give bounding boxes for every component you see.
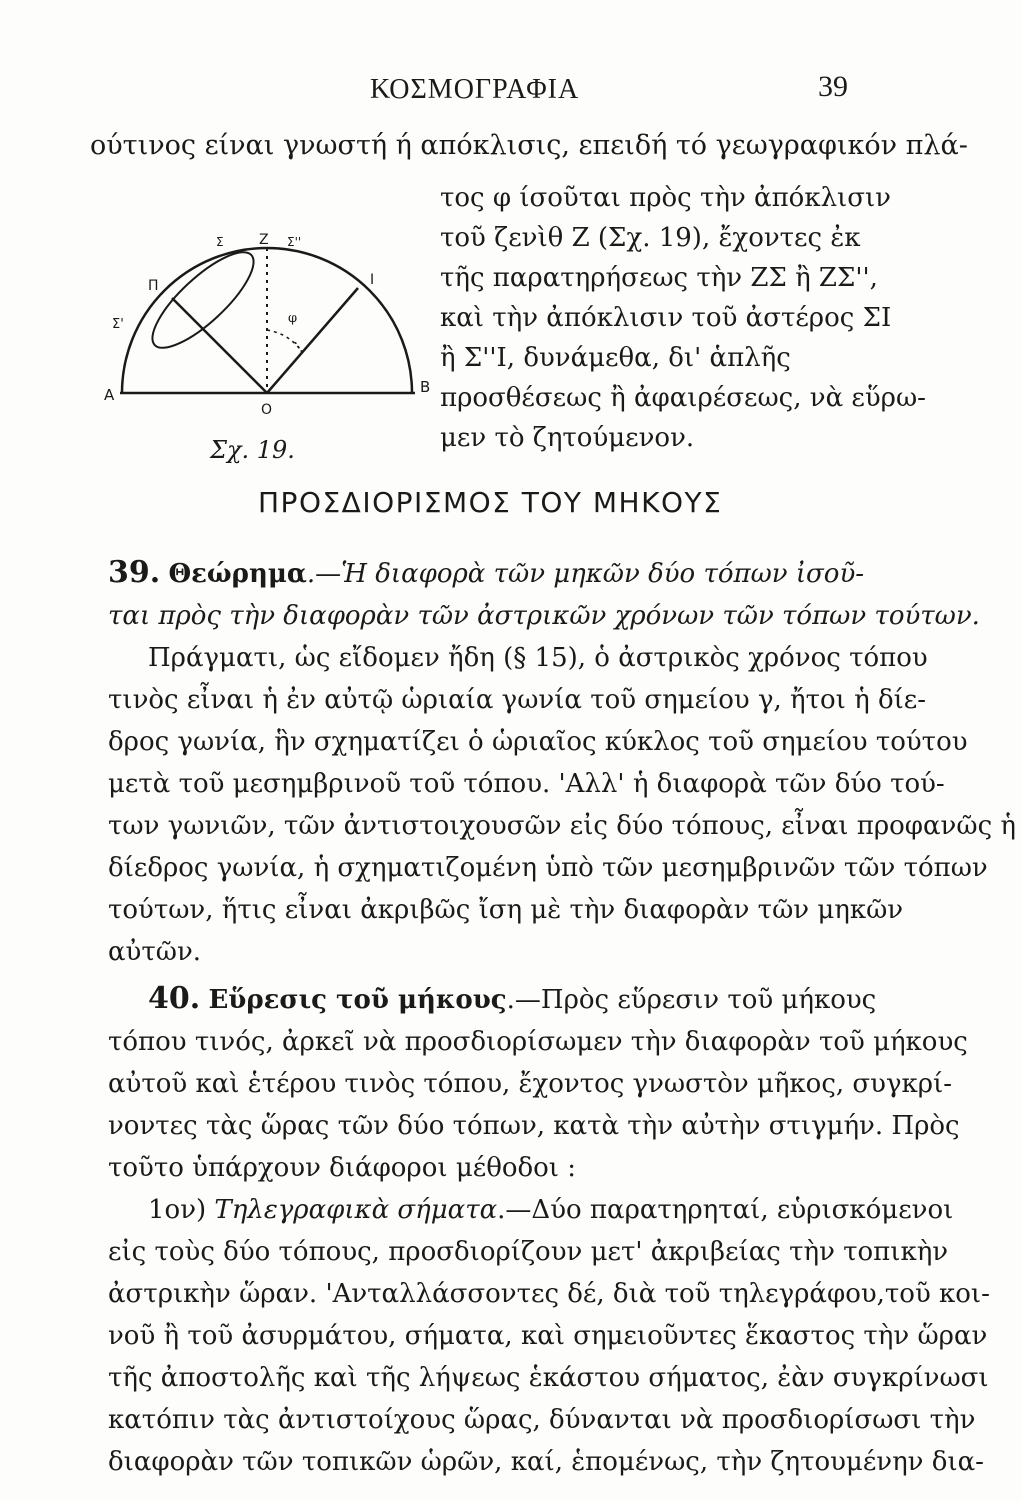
proof-line: Πράγματι, ὡς εἴδομεν ἤδη (§ 15), ὁ ἀστρικὸς χρόνος τόπου	[148, 643, 928, 673]
intro-line: προσθέσεως ἢ ἀφαιρέσεως, νὰ εὕρω-	[440, 383, 926, 413]
method-1-first-line	[108, 1189, 954, 1231]
proof-line: τούτων, ἥτις εἶναι ἀκριβῶς ἴση μὲ τὴν διαφορὰν τῶν μηκῶν	[108, 895, 904, 925]
ray-oi	[267, 288, 358, 393]
theorem-term: Θεώρημα	[168, 559, 307, 589]
page-number: 39	[818, 70, 848, 103]
method-1-line: τῆς ἀποστολῆς καὶ τῆς λήψεως ἑκάστου σήματος, ἐὰν συγκρίνωσι	[108, 1363, 989, 1393]
theorem-number: 39.	[108, 555, 161, 590]
proof-line: δρος γωνία, ἣν σχηματίζει ὁ ὡριαῖος κύκλος τοῦ σημείου τούτου	[108, 727, 968, 757]
section-heading: ΠΡΟΣΔΙΟΡΙΣΜΟΣ ΤΟΥ ΜΗΚΟΥΣ	[258, 486, 723, 519]
theorem-block	[108, 552, 1016, 973]
intro-wrap-text	[440, 178, 926, 458]
label-z: Z	[259, 232, 269, 248]
intro-line: τος φ ίσοῦται πρὸς τὴν ἀπόκλισιν	[440, 183, 891, 213]
ray-op	[172, 298, 267, 393]
figure-19-diagram	[100, 230, 440, 430]
label-pi: Π	[148, 278, 159, 294]
intro-first-line: ούτινος είναι γνωστή ή απόκλισις, επειδή τό γεωγραφικόν πλά-	[90, 130, 968, 161]
label-sigma-prime: Σ'	[112, 317, 124, 332]
theorem-statement: .—Ἡ διαφορὰ τῶν μηκῶν δύο τόπων ἰσοῦ-	[306, 559, 865, 589]
proof-line: των γωνιῶν, τῶν ἀντιστοιχουσῶν εἰς δύο τόπους, εἶναι προφανῶς ἡ	[108, 811, 1016, 841]
article-40-first-line	[108, 978, 908, 1021]
intro-line: μεν τὸ ζητούμενον.	[440, 423, 695, 453]
article-40-line: τόπου τινός, ἀρκεῖ νὰ προσδιορίσωμεν τὴν διαφορὰν τοῦ μήκους	[108, 1027, 968, 1057]
label-iota: Ι	[370, 272, 375, 288]
article-40-line: αὐτοῦ καὶ ἑτέρου τινὸς τόπου, ἔχοντος γνωστὸν μῆκος, συγκρί-	[108, 1069, 953, 1099]
method-1-label: 1ον)	[148, 1195, 207, 1225]
label-sigma: Σ	[216, 235, 224, 249]
phi-dotted-arc	[267, 330, 302, 352]
article-40-line: νοντες τὰς ὥρας τῶν δύο τόπων, κατὰ τὴν αὐτὴν στιγμήν. Πρὸς	[108, 1111, 960, 1141]
intro-line: καὶ τὴν ἀπόκλισιν τοῦ ἀστέρος ΣΙ	[440, 303, 892, 333]
proof-line: δίεδρος γωνία, ἡ σχηματιζομένη ὑπὸ τῶν μεσημβρινῶν τῶν τόπων	[108, 853, 988, 883]
method-1-line: νοῦ ἢ τοῦ ἀσυρμάτου, σήματα, καὶ σημειοῦντες ἕκαστος τὴν ὥραν	[108, 1321, 988, 1351]
method-1-title: Τηλεγραφικὰ σήματα	[214, 1195, 498, 1225]
running-title: ΚΟΣΜΟΓΡΑΦΙΑ	[370, 74, 580, 105]
article-40-text: .—Πρὸς εὕρεσιν τοῦ μήκους	[506, 985, 877, 1015]
intro-line: τῆς παρατηρήσεως τὴν ΖΣ ἢ ΖΣ'',	[440, 263, 878, 293]
phi-dotted-link	[295, 342, 302, 352]
figure-caption: Σχ. 19.	[210, 436, 295, 464]
intro-line: τοῦ ζενὶθ Ζ (Σχ. 19), ἔχοντες ἐκ	[440, 223, 861, 253]
method-1-line: ἀστρικὴν ὥραν. 'Ανταλλάσσοντες δέ, διὰ τοῦ τηλεγράφου,τοῦ κοι-	[108, 1279, 990, 1309]
theorem-first-line	[108, 552, 908, 595]
label-b: B	[420, 378, 431, 396]
article-40-number: 40.	[148, 981, 201, 1016]
declination-ellipse	[140, 239, 267, 361]
running-head	[0, 70, 1022, 110]
label-phi: φ	[288, 311, 298, 326]
proof-line: μετὰ τοῦ μεσημβρινοῦ τοῦ τόπου. 'Αλλ' ἡ διαφορὰ τῶν δύο τού-	[108, 769, 945, 799]
intro-line: ἢ Σ''Ι, δυνάμεθα, δι' ἁπλῆς	[440, 343, 791, 373]
method-1-text: .—Δύο παρατηρηταί, εὑρισκόμενοι	[497, 1195, 954, 1225]
method-1-line: διαφορὰν τῶν τοπικῶν ὡρῶν, καί, ἑπομένως, τὴν ζητουμένην δια-	[108, 1447, 984, 1477]
label-sigma-double: Σ''	[287, 235, 302, 249]
article-40-line: τοῦτο ὑπάρχουν διάφοροι μέθοδοι :	[108, 1153, 577, 1183]
proof-line: αὐτῶν.	[108, 937, 202, 967]
method-1-line: κατόπιν τὰς ἀντιστοίχους ὥρας, δύνανται νὰ προσδιορίσωσι τὴν	[108, 1405, 976, 1435]
article-40-term: Εὕρεσις τοῦ μήκους	[208, 985, 507, 1015]
proof-line: τινὸς εἶναι ἡ ἐν αὐτῷ ὡριαία γωνία τοῦ σημείου γ, ἤτοι ἡ δίε-	[108, 685, 927, 715]
method-1-line: εἰς τοὺς δύο τόπους, προσδιορίζουν μετ' ἀκριβείας τὴν τοπικὴν	[108, 1237, 949, 1267]
label-o: O	[261, 402, 273, 418]
article-40-block	[108, 978, 990, 1483]
theorem-statement: ται πρὸς τὴν διαφορὰν τῶν ἀστρικῶν χρόνων τῶν τόπων τούτων.	[108, 601, 980, 631]
label-a: A	[104, 386, 115, 404]
